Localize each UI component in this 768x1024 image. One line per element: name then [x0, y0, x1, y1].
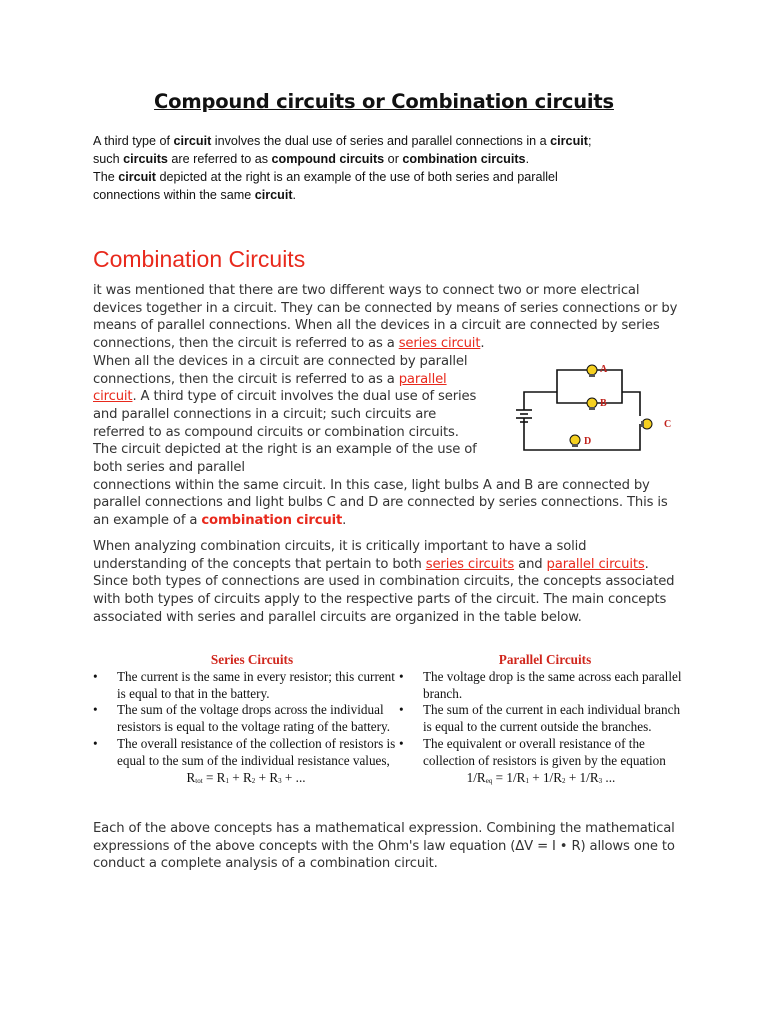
- parallel-item: • The equivalent or overall resistance of the collection of resistors is given by the equation: [399, 735, 666, 768]
- series-circuit-link[interactable]: series circuit: [398, 336, 481, 352]
- label-a: A: [600, 364, 608, 375]
- series-circuits-link[interactable]: series circuits: [425, 556, 515, 572]
- series-item: • The current is the same in every resistor; this current is equal to that in the battery.: [93, 668, 395, 701]
- series-formula: $R_{tot} = R_1 + R_2 + R_3$ + ...: [186, 769, 306, 785]
- label-b: B: [600, 398, 607, 409]
- bulb-c-icon: [641, 419, 652, 429]
- bulb-d-icon: [570, 435, 580, 447]
- intro-paragraph: A third type of circuit involves the dual use of series and parallel connections in a circuit; such circuits are referred to as compound circuits or combination circuits. The circuit depicted at the right is an example of the use of both series and parallel connections within the same circuit.: [93, 134, 592, 202]
- section-heading: Combination Circuits: [93, 246, 306, 272]
- parallel-item: • The sum of the current in each individual branch is equal to the current outside the branches.: [399, 702, 681, 735]
- parallel-item: • The voltage drop is the same across each parallel branch.: [399, 668, 682, 701]
- series-column: [93, 652, 399, 788]
- page-title: Compound circuits or Combination circuits: [154, 90, 614, 113]
- parallel-column: [399, 652, 683, 788]
- combination-paragraph: it was mentioned that there are two different ways to connect two or more electrical devices together in a circuit. They can be connected by means of series connections or by means of parallel connections. When all the devices in a circuit are connected by series connections, then the circuit is referred to as a series circuit. When all the devices in a circuit are connected by parallel connections, then the circuit is referred to as a parallel circuit. A third type of circuit involves the dual use of series and parallel connections in a circuit; such circuits are referred to as compound circuits or combination circuits. The circuit depicted at the right is an example of the use of both series and parallel connections within the same circuit. In this case, light bulbs A and B are connected by parallel connections and light bulbs C and D are connected by series connections. This is an example of a combination circuit.: [93, 283, 678, 529]
- bulb-a-icon: [587, 365, 597, 377]
- parallel-circuits-link[interactable]: parallel circuits: [546, 556, 645, 572]
- circuit-diagram: [512, 358, 684, 458]
- closing-paragraph: Each of the above concepts has a mathematical expression. Combining the mathematical expressions of the above concepts with the Ohm's law equation (ΔV = I • R) allows one to conduct a complete analysis of a combination circuit.: [93, 821, 675, 872]
- combination-circuit-term: combination circuit: [201, 513, 343, 529]
- series-item: • The sum of the voltage drops across the individual resistors is equal to the voltage rating of the battery.: [93, 702, 391, 735]
- series-item: • The overall resistance of the collection of resistors is equal to the sum of the individual resistance values,: [93, 735, 396, 768]
- concepts-table: [93, 652, 683, 820]
- label-c: C: [664, 419, 672, 430]
- bulb-b-icon: [587, 398, 597, 410]
- label-d: D: [584, 436, 592, 447]
- parallel-formula: $1/R_{eq} = 1/R_1 + 1/R_2 + 1/R_3$ ...: [466, 769, 616, 785]
- parallel-circuit-link[interactable]: parallel circuit: [93, 371, 447, 405]
- series-heading: Series Circuits: [210, 652, 294, 667]
- parallel-heading: Parallel Circuits: [498, 652, 592, 667]
- analysis-paragraph: When analyzing combination circuits, it is critically important to have a solid understanding of the concepts that pertain to both series circuits and parallel circuits. Since both types of connections are used in combination circuits, the concepts associated with both types of circuits apply to the respective parts of the circuit. The main concepts associated with series and parallel circuits are organized in the table below.: [93, 539, 675, 625]
